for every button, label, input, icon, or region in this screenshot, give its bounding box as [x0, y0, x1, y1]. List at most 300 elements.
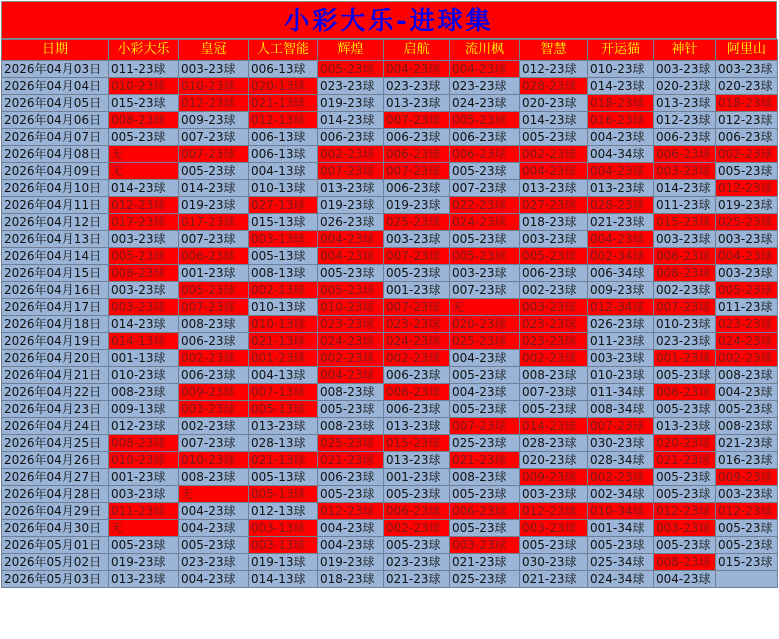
prediction-cell[interactable]: 007-23球: [588, 418, 654, 435]
prediction-cell[interactable]: 008-23球: [520, 367, 588, 384]
prediction-cell[interactable]: 025-23球: [450, 435, 520, 452]
prediction-cell[interactable]: 018-23球: [716, 95, 778, 112]
prediction-cell[interactable]: 003-23球: [450, 537, 520, 554]
prediction-cell[interactable]: 014-23球: [109, 180, 179, 197]
prediction-cell[interactable]: 005-23球: [450, 112, 520, 129]
prediction-cell[interactable]: 020-23球: [450, 316, 520, 333]
prediction-cell[interactable]: 008-23球: [450, 469, 520, 486]
prediction-cell[interactable]: 019-23球: [318, 95, 384, 112]
prediction-cell[interactable]: 010-13球: [249, 316, 318, 333]
prediction-cell[interactable]: 012-23球: [716, 180, 778, 197]
prediction-cell[interactable]: 012-23球: [716, 112, 778, 129]
prediction-cell[interactable]: 006-23球: [384, 503, 450, 520]
date-cell[interactable]: 2026年04月05日: [2, 95, 109, 112]
prediction-cell[interactable]: 024-23球: [716, 333, 778, 350]
prediction-cell[interactable]: 005-23球: [109, 129, 179, 146]
prediction-cell[interactable]: 002-23球: [520, 146, 588, 163]
prediction-cell[interactable]: 019-23球: [716, 197, 778, 214]
prediction-cell[interactable]: 006-23球: [654, 129, 716, 146]
prediction-cell[interactable]: 012-13球: [249, 503, 318, 520]
prediction-cell[interactable]: 005-23球: [450, 248, 520, 265]
prediction-cell[interactable]: 006-23球: [450, 146, 520, 163]
date-cell[interactable]: 2026年04月12日: [2, 214, 109, 231]
prediction-cell[interactable]: 003-23球: [109, 282, 179, 299]
prediction-cell[interactable]: 025-23球: [384, 214, 450, 231]
date-cell[interactable]: 2026年04月08日: [2, 146, 109, 163]
prediction-cell[interactable]: 014-23球: [318, 112, 384, 129]
prediction-cell[interactable]: 003-23球: [520, 520, 588, 537]
column-header[interactable]: 辉煌: [318, 40, 384, 61]
prediction-cell[interactable]: 007-23球: [450, 418, 520, 435]
prediction-cell[interactable]: 024-23球: [450, 214, 520, 231]
prediction-cell[interactable]: 021-23球: [716, 435, 778, 452]
date-cell[interactable]: 2026年05月03日: [2, 571, 109, 588]
prediction-cell[interactable]: 017-23球: [179, 214, 249, 231]
prediction-cell[interactable]: 003-23球: [588, 350, 654, 367]
prediction-cell[interactable]: 007-23球: [654, 299, 716, 316]
date-cell[interactable]: 2026年04月17日: [2, 299, 109, 316]
prediction-cell[interactable]: 013-23球: [249, 418, 318, 435]
prediction-cell[interactable]: 002-23球: [654, 282, 716, 299]
prediction-cell[interactable]: 012-23球: [109, 197, 179, 214]
prediction-cell[interactable]: 006-13球: [249, 129, 318, 146]
prediction-cell[interactable]: 006-23球: [520, 265, 588, 282]
prediction-cell[interactable]: 012-23球: [520, 503, 588, 520]
prediction-cell[interactable]: 005-23球: [716, 401, 778, 418]
prediction-cell[interactable]: 001-23球: [179, 265, 249, 282]
prediction-cell[interactable]: 005-23球: [318, 265, 384, 282]
prediction-cell[interactable]: 011-23球: [588, 333, 654, 350]
prediction-cell[interactable]: 无: [109, 146, 179, 163]
prediction-cell[interactable]: 023-23球: [384, 554, 450, 571]
prediction-cell[interactable]: 004-34球: [588, 146, 654, 163]
prediction-cell[interactable]: 004-23球: [318, 231, 384, 248]
prediction-cell[interactable]: 005-23球: [654, 367, 716, 384]
prediction-cell[interactable]: 008-23球: [654, 554, 716, 571]
date-cell[interactable]: 2026年04月09日: [2, 163, 109, 180]
prediction-cell[interactable]: 002-23球: [179, 418, 249, 435]
prediction-cell[interactable]: 022-23球: [450, 197, 520, 214]
prediction-cell[interactable]: 019-23球: [318, 554, 384, 571]
prediction-cell[interactable]: 016-23球: [588, 112, 654, 129]
prediction-cell[interactable]: 005-23球: [109, 248, 179, 265]
prediction-cell[interactable]: 018-23球: [318, 571, 384, 588]
prediction-cell[interactable]: 005-23球: [654, 469, 716, 486]
prediction-cell[interactable]: 007-23球: [384, 248, 450, 265]
prediction-cell[interactable]: 006-23球: [179, 333, 249, 350]
prediction-cell[interactable]: 027-13球: [249, 197, 318, 214]
prediction-cell[interactable]: 002-23球: [318, 146, 384, 163]
prediction-cell[interactable]: 024-23球: [318, 333, 384, 350]
prediction-cell[interactable]: 006-23球: [384, 401, 450, 418]
prediction-cell[interactable]: 014-13球: [109, 333, 179, 350]
prediction-cell[interactable]: 012-13球: [249, 112, 318, 129]
date-cell[interactable]: 2026年04月24日: [2, 418, 109, 435]
prediction-cell[interactable]: 003-23球: [450, 265, 520, 282]
prediction-cell[interactable]: 030-23球: [588, 435, 654, 452]
date-cell[interactable]: 2026年04月30日: [2, 520, 109, 537]
prediction-cell[interactable]: 007-23球: [179, 299, 249, 316]
prediction-cell[interactable]: 028-23球: [520, 78, 588, 95]
prediction-cell[interactable]: 003-23球: [716, 486, 778, 503]
prediction-cell[interactable]: 004-23球: [318, 248, 384, 265]
prediction-cell[interactable]: 004-23球: [450, 384, 520, 401]
prediction-cell[interactable]: 014-13球: [249, 571, 318, 588]
prediction-cell[interactable]: 019-23球: [109, 554, 179, 571]
prediction-cell[interactable]: 021-13球: [249, 95, 318, 112]
prediction-cell[interactable]: 008-23球: [716, 418, 778, 435]
prediction-cell[interactable]: 020-23球: [716, 78, 778, 95]
date-cell[interactable]: 2026年04月23日: [2, 401, 109, 418]
prediction-cell[interactable]: 010-23球: [109, 367, 179, 384]
prediction-cell[interactable]: 008-23球: [109, 265, 179, 282]
prediction-cell[interactable]: 025-23球: [318, 435, 384, 452]
prediction-cell[interactable]: 011-23球: [109, 503, 179, 520]
prediction-cell[interactable]: 005-23球: [179, 537, 249, 554]
prediction-cell[interactable]: 005-23球: [318, 401, 384, 418]
prediction-cell[interactable]: 005-13球: [249, 486, 318, 503]
prediction-cell[interactable]: 006-23球: [384, 146, 450, 163]
prediction-cell[interactable]: 023-23球: [450, 78, 520, 95]
prediction-cell[interactable]: 004-23球: [384, 61, 450, 78]
prediction-cell[interactable]: 016-23球: [716, 452, 778, 469]
prediction-cell[interactable]: 006-13球: [249, 146, 318, 163]
prediction-cell[interactable]: 005-23球: [318, 61, 384, 78]
prediction-cell[interactable]: 021-13球: [249, 333, 318, 350]
prediction-cell[interactable]: 013-23球: [109, 571, 179, 588]
column-header[interactable]: 日期: [2, 40, 109, 61]
date-cell[interactable]: 2026年04月06日: [2, 112, 109, 129]
prediction-cell[interactable]: 011-23球: [716, 299, 778, 316]
prediction-cell[interactable]: 005-23球: [520, 537, 588, 554]
prediction-cell[interactable]: 001-23球: [249, 350, 318, 367]
prediction-cell[interactable]: 006-23球: [450, 503, 520, 520]
date-cell[interactable]: 2026年05月02日: [2, 554, 109, 571]
prediction-cell[interactable]: 027-23球: [520, 197, 588, 214]
prediction-cell[interactable]: 010-13球: [249, 180, 318, 197]
prediction-cell[interactable]: 005-23球: [716, 537, 778, 554]
prediction-cell[interactable]: 020-23球: [520, 452, 588, 469]
prediction-cell[interactable]: 003-23球: [520, 486, 588, 503]
prediction-cell[interactable]: 004-13球: [249, 163, 318, 180]
prediction-cell[interactable]: 020-23球: [654, 435, 716, 452]
prediction-cell[interactable]: 002-23球: [179, 350, 249, 367]
prediction-cell[interactable]: 007-23球: [450, 282, 520, 299]
prediction-cell[interactable]: 003-23球: [654, 61, 716, 78]
prediction-cell[interactable]: 003-23球: [520, 231, 588, 248]
prediction-cell[interactable]: 007-23球: [179, 231, 249, 248]
prediction-cell[interactable]: 003-23球: [520, 299, 588, 316]
prediction-cell[interactable]: 009-23球: [179, 112, 249, 129]
prediction-cell[interactable]: 002-13球: [249, 282, 318, 299]
date-cell[interactable]: 2026年05月01日: [2, 537, 109, 554]
prediction-cell[interactable]: 003-13球: [249, 520, 318, 537]
prediction-cell[interactable]: 005-23球: [384, 486, 450, 503]
prediction-cell[interactable]: 013-23球: [588, 180, 654, 197]
prediction-cell[interactable]: 无: [450, 299, 520, 316]
prediction-cell[interactable]: 012-23球: [654, 112, 716, 129]
prediction-cell[interactable]: 005-23球: [520, 401, 588, 418]
prediction-cell[interactable]: 025-23球: [450, 333, 520, 350]
prediction-cell[interactable]: 011-23球: [109, 61, 179, 78]
prediction-cell[interactable]: 008-23球: [109, 112, 179, 129]
column-header[interactable]: 神针: [654, 40, 716, 61]
prediction-cell[interactable]: 005-23球: [450, 486, 520, 503]
prediction-cell[interactable]: 006-23球: [384, 129, 450, 146]
prediction-cell[interactable]: 014-23球: [520, 418, 588, 435]
prediction-cell[interactable]: 021-23球: [450, 452, 520, 469]
prediction-cell[interactable]: 024-23球: [450, 95, 520, 112]
prediction-cell[interactable]: 005-13球: [249, 401, 318, 418]
column-header[interactable]: 智慧: [520, 40, 588, 61]
date-cell[interactable]: 2026年04月03日: [2, 61, 109, 78]
prediction-cell[interactable]: 005-23球: [450, 401, 520, 418]
prediction-cell[interactable]: 018-23球: [588, 95, 654, 112]
prediction-cell[interactable]: 006-23球: [318, 129, 384, 146]
prediction-cell[interactable]: 005-23球: [318, 282, 384, 299]
prediction-cell[interactable]: 023-23球: [179, 554, 249, 571]
prediction-cell[interactable]: 025-23球: [716, 214, 778, 231]
prediction-cell[interactable]: 005-23球: [654, 486, 716, 503]
prediction-cell[interactable]: 004-23球: [520, 163, 588, 180]
column-header[interactable]: 启航: [384, 40, 450, 61]
prediction-cell[interactable]: 015-13球: [249, 214, 318, 231]
prediction-cell[interactable]: 012-23球: [654, 503, 716, 520]
prediction-cell[interactable]: 005-23球: [520, 248, 588, 265]
prediction-cell[interactable]: 021-23球: [450, 554, 520, 571]
prediction-cell[interactable]: 023-23球: [384, 316, 450, 333]
prediction-cell[interactable]: 013-23球: [384, 418, 450, 435]
prediction-cell[interactable]: 021-23球: [654, 452, 716, 469]
prediction-cell[interactable]: 003-23球: [716, 61, 778, 78]
prediction-cell[interactable]: 009-23球: [179, 384, 249, 401]
prediction-cell[interactable]: 008-13球: [249, 265, 318, 282]
prediction-cell[interactable]: 005-23球: [179, 163, 249, 180]
prediction-cell[interactable]: 005-23球: [109, 537, 179, 554]
prediction-cell[interactable]: 010-34球: [588, 503, 654, 520]
prediction-cell[interactable]: 008-23球: [109, 384, 179, 401]
date-cell[interactable]: 2026年04月11日: [2, 197, 109, 214]
prediction-cell[interactable]: 012-23球: [520, 61, 588, 78]
prediction-cell[interactable]: 005-23球: [654, 401, 716, 418]
column-header[interactable]: 人工智能: [249, 40, 318, 61]
prediction-cell[interactable]: 001-23球: [109, 469, 179, 486]
prediction-cell[interactable]: 003-23球: [654, 520, 716, 537]
prediction-cell[interactable]: 023-23球: [520, 316, 588, 333]
prediction-cell[interactable]: 005-23球: [716, 163, 778, 180]
prediction-cell[interactable]: 009-23球: [716, 469, 778, 486]
prediction-cell[interactable]: 019-23球: [318, 197, 384, 214]
prediction-cell[interactable]: 004-23球: [588, 231, 654, 248]
prediction-cell[interactable]: 025-23球: [450, 571, 520, 588]
prediction-cell[interactable]: 019-23球: [384, 197, 450, 214]
prediction-cell[interactable]: 004-23球: [179, 571, 249, 588]
column-header[interactable]: 流川枫: [450, 40, 520, 61]
prediction-cell[interactable]: 015-23球: [384, 435, 450, 452]
column-header[interactable]: 小彩大乐: [109, 40, 179, 61]
prediction-cell[interactable]: 010-23球: [318, 299, 384, 316]
date-cell[interactable]: 2026年04月26日: [2, 452, 109, 469]
prediction-cell[interactable]: 005-23球: [450, 231, 520, 248]
prediction-cell[interactable]: 001-23球: [654, 350, 716, 367]
prediction-cell[interactable]: 003-23球: [109, 299, 179, 316]
prediction-cell[interactable]: 014-23球: [520, 112, 588, 129]
prediction-cell[interactable]: 023-23球: [520, 333, 588, 350]
prediction-cell[interactable]: 004-23球: [179, 503, 249, 520]
prediction-cell[interactable]: 006-23球: [179, 367, 249, 384]
prediction-cell[interactable]: 003-23球: [109, 486, 179, 503]
prediction-cell[interactable]: 010-23球: [179, 452, 249, 469]
prediction-cell[interactable]: 010-23球: [179, 78, 249, 95]
prediction-cell[interactable]: 007-23球: [384, 112, 450, 129]
prediction-cell[interactable]: 012-23球: [318, 503, 384, 520]
prediction-cell[interactable]: 004-23球: [654, 571, 716, 588]
prediction-cell[interactable]: 005-23球: [716, 282, 778, 299]
prediction-cell[interactable]: [716, 571, 778, 588]
prediction-cell[interactable]: 015-23球: [109, 95, 179, 112]
prediction-cell[interactable]: 006-23球: [384, 384, 450, 401]
prediction-cell[interactable]: 012-23球: [179, 95, 249, 112]
prediction-cell[interactable]: 028-23球: [588, 197, 654, 214]
prediction-cell[interactable]: 008-23球: [716, 367, 778, 384]
prediction-cell[interactable]: 005-23球: [450, 520, 520, 537]
prediction-cell[interactable]: 023-23球: [384, 78, 450, 95]
prediction-cell[interactable]: 009-13球: [109, 401, 179, 418]
prediction-cell[interactable]: 018-23球: [520, 214, 588, 231]
prediction-cell[interactable]: 008-34球: [588, 401, 654, 418]
prediction-cell[interactable]: 006-23球: [450, 129, 520, 146]
prediction-cell[interactable]: 012-34球: [588, 299, 654, 316]
prediction-cell[interactable]: 005-13球: [249, 469, 318, 486]
prediction-cell[interactable]: 010-23球: [588, 61, 654, 78]
prediction-cell[interactable]: 008-23球: [179, 469, 249, 486]
prediction-cell[interactable]: 004-23球: [179, 520, 249, 537]
date-cell[interactable]: 2026年04月15日: [2, 265, 109, 282]
prediction-cell[interactable]: 017-23球: [109, 214, 179, 231]
prediction-cell[interactable]: 008-23球: [318, 418, 384, 435]
prediction-cell[interactable]: 012-23球: [109, 418, 179, 435]
prediction-cell[interactable]: 005-23球: [384, 537, 450, 554]
prediction-cell[interactable]: 006-23球: [654, 146, 716, 163]
prediction-cell[interactable]: 006-23球: [318, 469, 384, 486]
date-cell[interactable]: 2026年04月10日: [2, 180, 109, 197]
prediction-cell[interactable]: 008-23球: [179, 316, 249, 333]
prediction-cell[interactable]: 004-23球: [450, 350, 520, 367]
prediction-cell[interactable]: 013-23球: [654, 95, 716, 112]
prediction-cell[interactable]: 002-23球: [716, 146, 778, 163]
column-header[interactable]: 阿里山: [716, 40, 778, 61]
date-cell[interactable]: 2026年04月22日: [2, 384, 109, 401]
prediction-cell[interactable]: 004-23球: [716, 384, 778, 401]
prediction-cell[interactable]: 021-23球: [588, 214, 654, 231]
prediction-cell[interactable]: 005-23球: [450, 163, 520, 180]
prediction-cell[interactable]: 020-23球: [520, 95, 588, 112]
prediction-cell[interactable]: 004-23球: [318, 367, 384, 384]
date-cell[interactable]: 2026年04月04日: [2, 78, 109, 95]
prediction-cell[interactable]: 003-23球: [654, 163, 716, 180]
prediction-cell[interactable]: 005-23球: [179, 282, 249, 299]
prediction-cell[interactable]: 002-34球: [588, 486, 654, 503]
prediction-cell[interactable]: 006-23球: [384, 367, 450, 384]
prediction-cell[interactable]: 030-23球: [520, 554, 588, 571]
prediction-cell[interactable]: 010-13球: [249, 299, 318, 316]
prediction-cell[interactable]: 007-23球: [384, 163, 450, 180]
prediction-cell[interactable]: 006-23球: [654, 248, 716, 265]
prediction-cell[interactable]: 014-23球: [654, 180, 716, 197]
prediction-cell[interactable]: 023-23球: [318, 316, 384, 333]
prediction-cell[interactable]: 004-23球: [716, 248, 778, 265]
prediction-cell[interactable]: 003-23球: [109, 231, 179, 248]
prediction-cell[interactable]: 023-23球: [716, 316, 778, 333]
prediction-cell[interactable]: 003-13球: [249, 231, 318, 248]
date-cell[interactable]: 2026年04月14日: [2, 248, 109, 265]
prediction-cell[interactable]: 001-34球: [588, 520, 654, 537]
prediction-cell[interactable]: 002-23球: [520, 282, 588, 299]
prediction-cell[interactable]: 008-23球: [109, 435, 179, 452]
prediction-cell[interactable]: 007-23球: [179, 129, 249, 146]
prediction-cell[interactable]: 010-23球: [109, 78, 179, 95]
prediction-cell[interactable]: 011-23球: [654, 197, 716, 214]
prediction-cell[interactable]: 012-23球: [716, 503, 778, 520]
prediction-cell[interactable]: 005-23球: [716, 520, 778, 537]
prediction-cell[interactable]: 014-23球: [109, 316, 179, 333]
prediction-cell[interactable]: 007-13球: [249, 384, 318, 401]
prediction-cell[interactable]: 007-23球: [318, 163, 384, 180]
prediction-cell[interactable]: 007-23球: [450, 180, 520, 197]
prediction-cell[interactable]: 006-23球: [654, 384, 716, 401]
prediction-cell[interactable]: 011-34球: [588, 384, 654, 401]
prediction-cell[interactable]: 015-23球: [654, 214, 716, 231]
prediction-cell[interactable]: 023-23球: [318, 78, 384, 95]
prediction-cell[interactable]: 021-23球: [384, 571, 450, 588]
prediction-cell[interactable]: 无: [109, 520, 179, 537]
date-cell[interactable]: 2026年04月28日: [2, 486, 109, 503]
prediction-cell[interactable]: 005-23球: [384, 265, 450, 282]
prediction-cell[interactable]: 010-23球: [109, 452, 179, 469]
prediction-cell[interactable]: 005-23球: [450, 367, 520, 384]
prediction-cell[interactable]: 005-23球: [318, 486, 384, 503]
prediction-cell[interactable]: 026-23球: [318, 214, 384, 231]
date-cell[interactable]: 2026年04月25日: [2, 435, 109, 452]
prediction-cell[interactable]: 014-23球: [179, 180, 249, 197]
date-cell[interactable]: 2026年04月27日: [2, 469, 109, 486]
date-cell[interactable]: 2026年04月18日: [2, 316, 109, 333]
prediction-cell[interactable]: 023-23球: [654, 333, 716, 350]
prediction-cell[interactable]: 004-23球: [450, 61, 520, 78]
prediction-cell[interactable]: 002-23球: [520, 350, 588, 367]
prediction-cell[interactable]: 014-23球: [588, 78, 654, 95]
prediction-cell[interactable]: 013-23球: [384, 452, 450, 469]
prediction-cell[interactable]: 024-34球: [588, 571, 654, 588]
date-cell[interactable]: 2026年04月29日: [2, 503, 109, 520]
prediction-cell[interactable]: 009-23球: [520, 469, 588, 486]
date-cell[interactable]: 2026年04月20日: [2, 350, 109, 367]
prediction-cell[interactable]: 026-23球: [588, 316, 654, 333]
prediction-cell[interactable]: 004-23球: [318, 520, 384, 537]
prediction-cell[interactable]: 003-23球: [716, 265, 778, 282]
prediction-cell[interactable]: 005-13球: [249, 248, 318, 265]
column-header[interactable]: 开运猫: [588, 40, 654, 61]
prediction-cell[interactable]: 004-23球: [588, 129, 654, 146]
prediction-cell[interactable]: 003-13球: [249, 537, 318, 554]
prediction-cell[interactable]: 003-23球: [384, 231, 450, 248]
prediction-cell[interactable]: 021-13球: [249, 452, 318, 469]
prediction-cell[interactable]: 025-34球: [588, 554, 654, 571]
prediction-cell[interactable]: 005-23球: [520, 129, 588, 146]
prediction-cell[interactable]: 006-23球: [384, 180, 450, 197]
date-cell[interactable]: 2026年04月16日: [2, 282, 109, 299]
prediction-cell[interactable]: 002-23球: [384, 350, 450, 367]
